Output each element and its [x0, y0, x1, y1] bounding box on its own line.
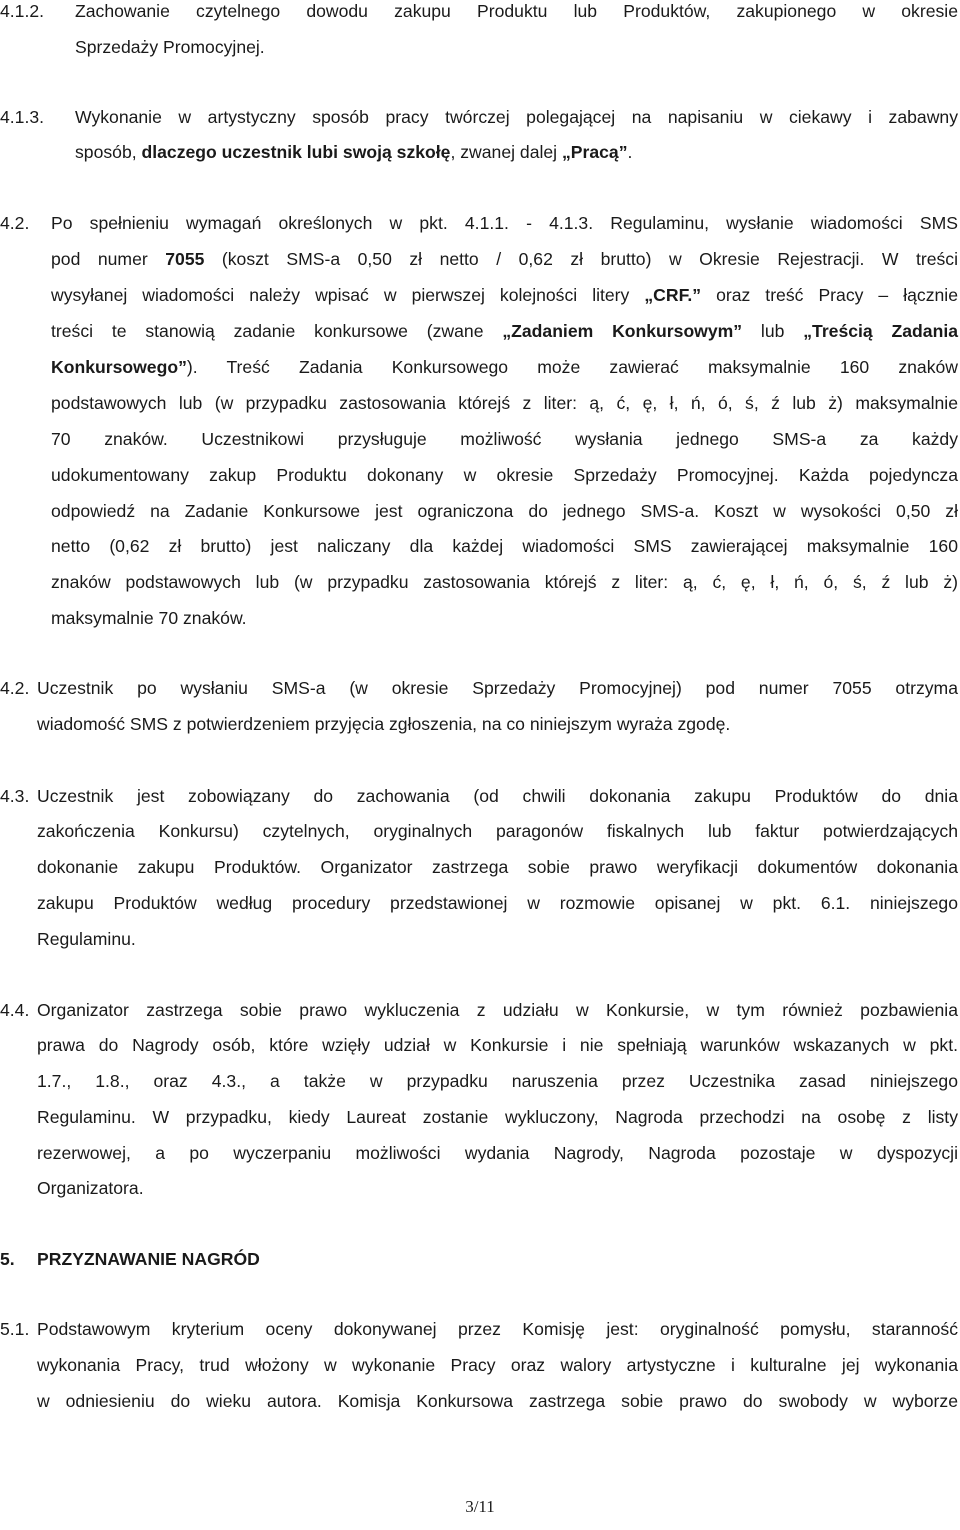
- paragraph-line: wysyłanej wiadomości należy wpisać w pierwszej kolejności litery „CRF.” oraz treść Pracy – łącznie: [51, 285, 958, 305]
- page-number: 3/11: [465, 1497, 495, 1516]
- paragraph-line: treści te stanowią zadanie konkursowe (zwane „Zadaniem Konkursowym” lub „Treścią Zadania: [51, 321, 959, 341]
- section-number: 4.3.: [0, 786, 30, 806]
- paragraph-line: rezerwowej, a po wyczerpaniu możliwości wydania Nagrody, Nagroda pozostaje w dyspozycji: [37, 1143, 958, 1163]
- section-number: 4.2.: [0, 678, 30, 698]
- paragraph-line: pod numer 7055 (koszt SMS-a 0,50 zł netto / 0,62 zł brutto) w Okresie Rejestracji. W treści: [51, 249, 958, 269]
- section-number: 4.2.: [0, 213, 30, 233]
- paragraph-line: prawa do Nagrody osób, które wzięły udział w Konkursie i nie spełniają warunków wskazanych w pkt.: [37, 1035, 958, 1055]
- paragraph-line: Konkursowego”). Treść Zadania Konkursowego może zawierać maksymalnie 160 znaków: [51, 357, 958, 377]
- paragraph-line: w odniesieniu do wieku autora. Komisja Konkursowa zastrzega sobie prawo do swobody w wyborze: [37, 1391, 958, 1411]
- section-title: PRZYZNAWANIE NAGRÓD: [37, 1249, 260, 1269]
- paragraph-line: Organizator zastrzega sobie prawo wykluczenia z udziału w Konkursie, w tym również pozbawienia: [37, 1000, 958, 1020]
- paragraph-line: Wykonanie w artystyczny sposób pracy twórczej polegającej na napisaniu w ciekawy i zabawny: [75, 107, 958, 127]
- paragraph-line: Po spełnieniu wymagań określonych w pkt. 4.1.1. - 4.1.3. Regulaminu, wysłanie wiadomości SMS: [51, 213, 958, 233]
- paragraph-line: Regulaminu.: [37, 929, 136, 949]
- paragraph-line: zakończenia Konkursu) czytelnych, oryginalnych paragonów fiskalnych lub faktur potwierdzających: [37, 821, 958, 841]
- section-number: 5.: [0, 1249, 15, 1269]
- section-number: 5.1.: [0, 1319, 30, 1339]
- paragraph-line: Sprzedaży Promocyjnej.: [75, 37, 265, 57]
- paragraph-line: udokumentowany zakup Produktu dokonany w okresie Sprzedaży Promocyjnej. Każda pojedyncza: [51, 465, 958, 485]
- paragraph-line: sposób, dlaczego uczestnik lubi swoją szkołę, zwanej dalej „Pracą”.: [75, 142, 633, 162]
- paragraph-line: zakupu Produktów według procedury przedstawionej w rozmowie opisanej w pkt. 6.1. niniejszego: [37, 893, 958, 913]
- section-number: 4.1.3.: [0, 107, 45, 127]
- paragraph-line: wiadomość SMS z potwierdzeniem przyjęcia zgłoszenia, na co niniejszym wyraża zgodę.: [37, 714, 731, 734]
- paragraph-line: wykonania Pracy, trud włożony w wykonanie Pracy oraz walory artystyczne i kulturalne jej wykonania: [37, 1355, 958, 1375]
- paragraph-line: Zachowanie czytelnego dowodu zakupu Produktu lub Produktów, zakupionego w okresie: [75, 1, 958, 21]
- paragraph-line: znaków podstawowych lub (w przypadku zastosowania którejś z liter: ą, ć, ę, ł, ń, ó, ś, ź lub ż): [51, 572, 958, 592]
- paragraph-line: 1.7., 1.8., oraz 4.3., a także w przypadku naruszenia przez Uczestnika zasad niniejszego: [37, 1071, 958, 1091]
- paragraph-line: netto (0,62 zł brutto) jest naliczany dla każdej wiadomości SMS zawierającej maksymalnie 160: [51, 536, 958, 556]
- paragraph-line: Uczestnik po wysłaniu SMS-a (w okresie Sprzedaży Promocyjnej) pod numer 7055 otrzyma: [37, 678, 958, 698]
- paragraph-line: 70 znaków. Uczestnikowi przysługuje możliwość wysłania jednego SMS-a za każdy: [51, 429, 958, 449]
- paragraph-line: podstawowych lub (w przypadku zastosowania którejś z liter: ą, ć, ę, ł, ń, ó, ś, ź lub ż) maksymalnie: [51, 393, 958, 413]
- paragraph-line: Uczestnik jest zobowiązany do zachowania (od chwili dokonania zakupu Produktów do dnia: [37, 786, 958, 806]
- section-number: 4.1.2.: [0, 1, 45, 21]
- paragraph-line: dokonanie zakupu Produktów. Organizator zastrzega sobie prawo weryfikacji dokumentów dokonania: [37, 857, 958, 877]
- paragraph-line: Organizatora.: [37, 1178, 144, 1198]
- paragraph-line: Regulaminu. W przypadku, kiedy Laureat zostanie wykluczony, Nagroda przechodzi na osobę z listy: [37, 1107, 958, 1127]
- paragraph-line: odpowiedź na Zadanie Konkursowe jest ograniczona do jednego SMS-a. Koszt w wysokości 0,50 zł: [51, 501, 958, 521]
- section-number: 4.4.: [0, 1000, 30, 1020]
- paragraph-line: maksymalnie 70 znaków.: [51, 608, 247, 628]
- paragraph-line: Podstawowym kryterium oceny dokonywanej przez Komisję jest: oryginalność pomysłu, staranność: [37, 1319, 958, 1339]
